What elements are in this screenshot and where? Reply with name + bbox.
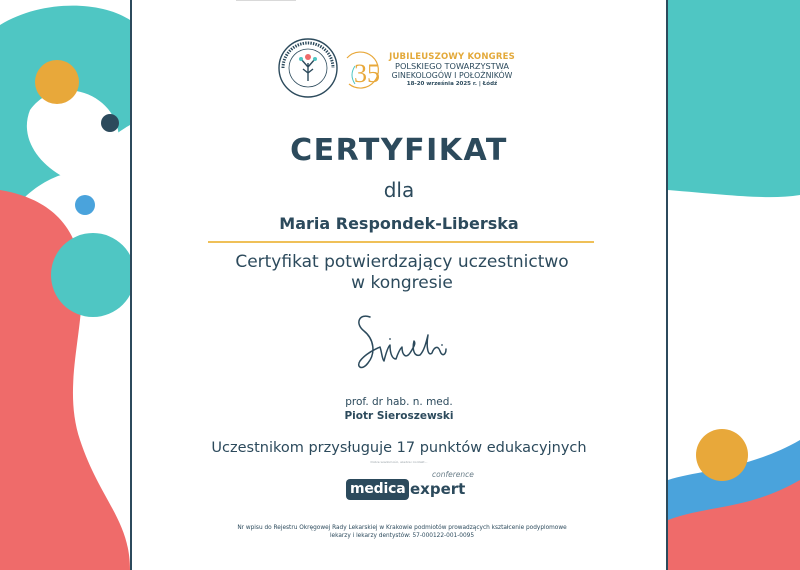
description-line2: w kongresie (351, 273, 453, 293)
congress-date-place: 18-20 września 2025 r. | Łódź (406, 81, 498, 87)
left-decoration-shapes (0, 0, 130, 570)
right-decoration-shapes (668, 0, 800, 570)
congress-line2: POLSKIEGO TOWARZYSTWA (395, 61, 509, 71)
signatory-role: prof. dr hab. n. med. (345, 396, 453, 408)
society-seal-icon (277, 37, 339, 99)
logo-expert: expert (410, 480, 466, 498)
left-decoration (0, 0, 130, 570)
anniversary-number: 35 (354, 59, 380, 88)
congress-line3: GINEKOLOGÓW I POŁOŻNIKÓW (391, 71, 513, 80)
description-line1: Certyfikat potwierdzający uczestnictwo (235, 252, 569, 272)
certificate-title: CERTYFIKAT (290, 133, 508, 168)
certificate-description (222, 252, 582, 294)
recipient-name: Maria Respondek-Liberska (279, 214, 519, 233)
footnote-line2: lekarzy i lekarzy dentystów: 57-000122-001-0095 (329, 533, 475, 539)
education-points: Uczestnikom przysługuje 17 punktów edukacyjnych (211, 440, 587, 456)
organizer-logo (346, 467, 474, 507)
right-decoration (668, 0, 800, 570)
congress-line1: JUBILEUSZOWY KONGRES (389, 52, 515, 62)
handwritten-signature (342, 303, 462, 383)
top-divider (236, 0, 296, 1)
logo-conference: conference (432, 470, 474, 479)
logo-medica: medica (346, 479, 409, 500)
footnote-line1: Nr wpisu do Rejestru Okręgowej Rady Lekarskiej w Krakowie podmiotów prowadzących kształcenie podyplomowe (237, 525, 567, 531)
organizer-tagline: Dobre wiadomości, wiedza i kontakt... (370, 460, 428, 464)
signatory-name: Piotr Sieroszewski (344, 410, 454, 422)
congress-title-block (367, 36, 537, 87)
for-label: dla (383, 178, 415, 202)
name-underline (208, 241, 594, 243)
certificate-card (130, 0, 668, 570)
registry-footnote (222, 524, 582, 540)
header-logos (277, 36, 527, 100)
